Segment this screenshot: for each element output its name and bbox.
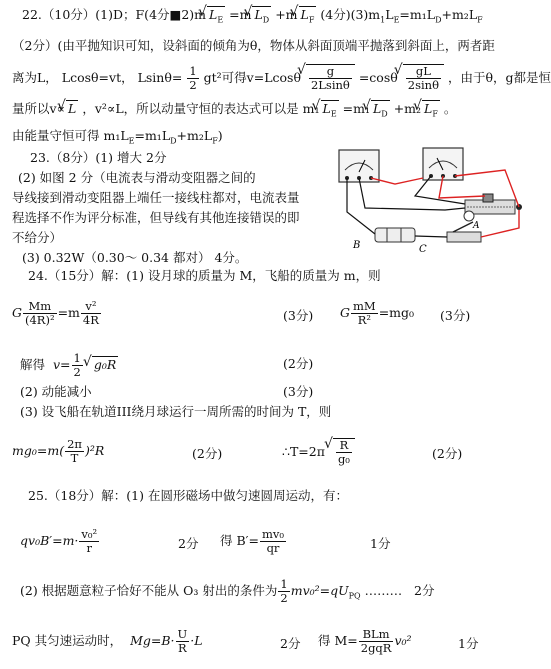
q24-line-2-score: (3分) (283, 384, 314, 399)
sqrt-le: √ $L_E$ (207, 6, 225, 29)
q22-text: 22.（10分）(1)D；F(4分■2)m (22, 7, 207, 22)
q23-line-2: (2) 如图 2 分（电流表与滑动变阻器之间的 (18, 170, 256, 185)
sqrt-l: √ L (66, 100, 78, 117)
q25-line-3-score: 2分 (280, 636, 301, 651)
q24-eq-4: ∴T=2π √ $\frac{R}{\text{g₀}}$ (282, 438, 355, 466)
q24-eq-3: mg₀=m( $\frac{2\pi}{T}$ )²R (12, 437, 105, 465)
q24-solution-score: (2分) (283, 356, 314, 371)
q24-line-1: 24.（15分）解：(1) 设月球的质量为 M，飞船的质量为 m，则 (28, 268, 381, 283)
q25-eq-1b-score: 1分 (370, 536, 391, 551)
q22-line-1: 22.（10分）(1)D；F(4分■2)m√ $L_E =m√$ $L_D +m√$ $L_F$ (4分)$(3)m_1L_E=m_1L_D+m_2L_F$ (22, 6, 483, 29)
label-a: A (473, 221, 480, 231)
sqrt-ld: √ $L_D$ (252, 6, 271, 29)
q24-line-2: (2) 动能减小 (20, 384, 92, 399)
bulb-icon (464, 211, 474, 221)
q24-eq-4-score: (2分) (432, 446, 463, 461)
q24-eq-2: G $\frac{mM}{\text{R²}}$ =mg₀ (340, 299, 415, 327)
q25-eq-1-score: 2分 (178, 536, 199, 551)
q24-eq-2-score: (3分) (440, 308, 471, 323)
q25-eq-1: qv₀B′=m· $\frac{\text{v₀²}}{r}$ (20, 527, 98, 555)
q22-line-2: （2分）(由平抛知识可知，设斜面的倾角为θ，物体从斜面顶端平抛落到斜面上，两者距 (12, 38, 495, 53)
q24-eq-3-score: (2分) (192, 446, 223, 461)
label-c: C (419, 244, 427, 255)
q25-line-1: 25.（18分）解：(1) 在圆形磁场中做匀速圆周运动，有： (28, 488, 348, 503)
q25-line-3b-score: 1分 (458, 636, 479, 651)
q23-line-4: 程选择不作为评分标准，但导线有其他连接错误的即 (12, 210, 300, 225)
q25-line-3b: 得 M= $\frac{\text{BLm}}{\text{2gqR}}$ v₀² (318, 627, 412, 655)
circuit-diagram (335, 148, 530, 263)
frac-half: $\frac{1}{2}$ (189, 64, 197, 92)
q24-solution: 解得 v= $\frac{1}{2}$ √ g₀R (20, 352, 118, 379)
q24-eq-1: G $\frac{Mm}{\text{(4R)²}}$ =m $\frac{\text{v²}}{4R}$ (12, 299, 99, 327)
sqrt-lf: √ $L_F$ (299, 6, 317, 29)
q22-line-5: 由能量守恒可得 $m_1L_E=m_1L_D+m_2L_F$) (12, 128, 223, 146)
q23-line-5: 不给分） (12, 230, 63, 245)
q23-line-3: 导线接到滑动变阻器上端任一接线柱都对，电流表量 (12, 190, 300, 205)
q24-eq-1-score: (3分) (283, 308, 314, 323)
q22-line-3: 离为L， Lcosθ=vt， Lsinθ= $\frac{1}{2}$ gt²可得v=Lcosθ √ $\frac{g}{2Lsin\theta}$ =cosθ √ $\frac{gL}{2\sin\theta}$ ，由于θ，g都是恒 (12, 64, 551, 92)
q24-line-3: (3) 设飞船在轨道III绕月球运行一周所需的时间为 T，则 (20, 404, 332, 419)
q23-line-6: (3) 0.32W（0.30～ 0.34 都对） 4分。 (22, 250, 248, 265)
battery (375, 228, 415, 242)
q25-line-2: (2) 根据题意粒子恰好不能从 O₃ 射出的条件为 $\frac{1}{2}$ $mv_0^2=qU_{PQ}$ ……… 2分 (20, 577, 435, 605)
sqrt-g-2lsin: √ $\frac{g}{2Lsin\theta}$ (306, 64, 355, 92)
label-b: B (353, 240, 361, 251)
q25-eq-1b: 得 B′= $\frac{\text{mv₀}}{qr}$ (220, 527, 284, 555)
q25-line-3: PQ 其匀速运动时， Mg=B· $\frac{U}{R}$ ·L (12, 627, 203, 655)
voltmeter (339, 150, 379, 182)
sqrt-gl-2sin: √ $\frac{gL}{2\sin\theta}$ (403, 64, 444, 92)
q22-line-4: 量所以v∝√ L ，v²∝L，所以动量守恒的表达式可以是 m₁√ $L_E =m_1√$ $L_D +m_2√$ $L_F$ 。 (12, 100, 456, 123)
q23-line-1: 23.（8分）(1) 增大 2分 (30, 150, 167, 165)
